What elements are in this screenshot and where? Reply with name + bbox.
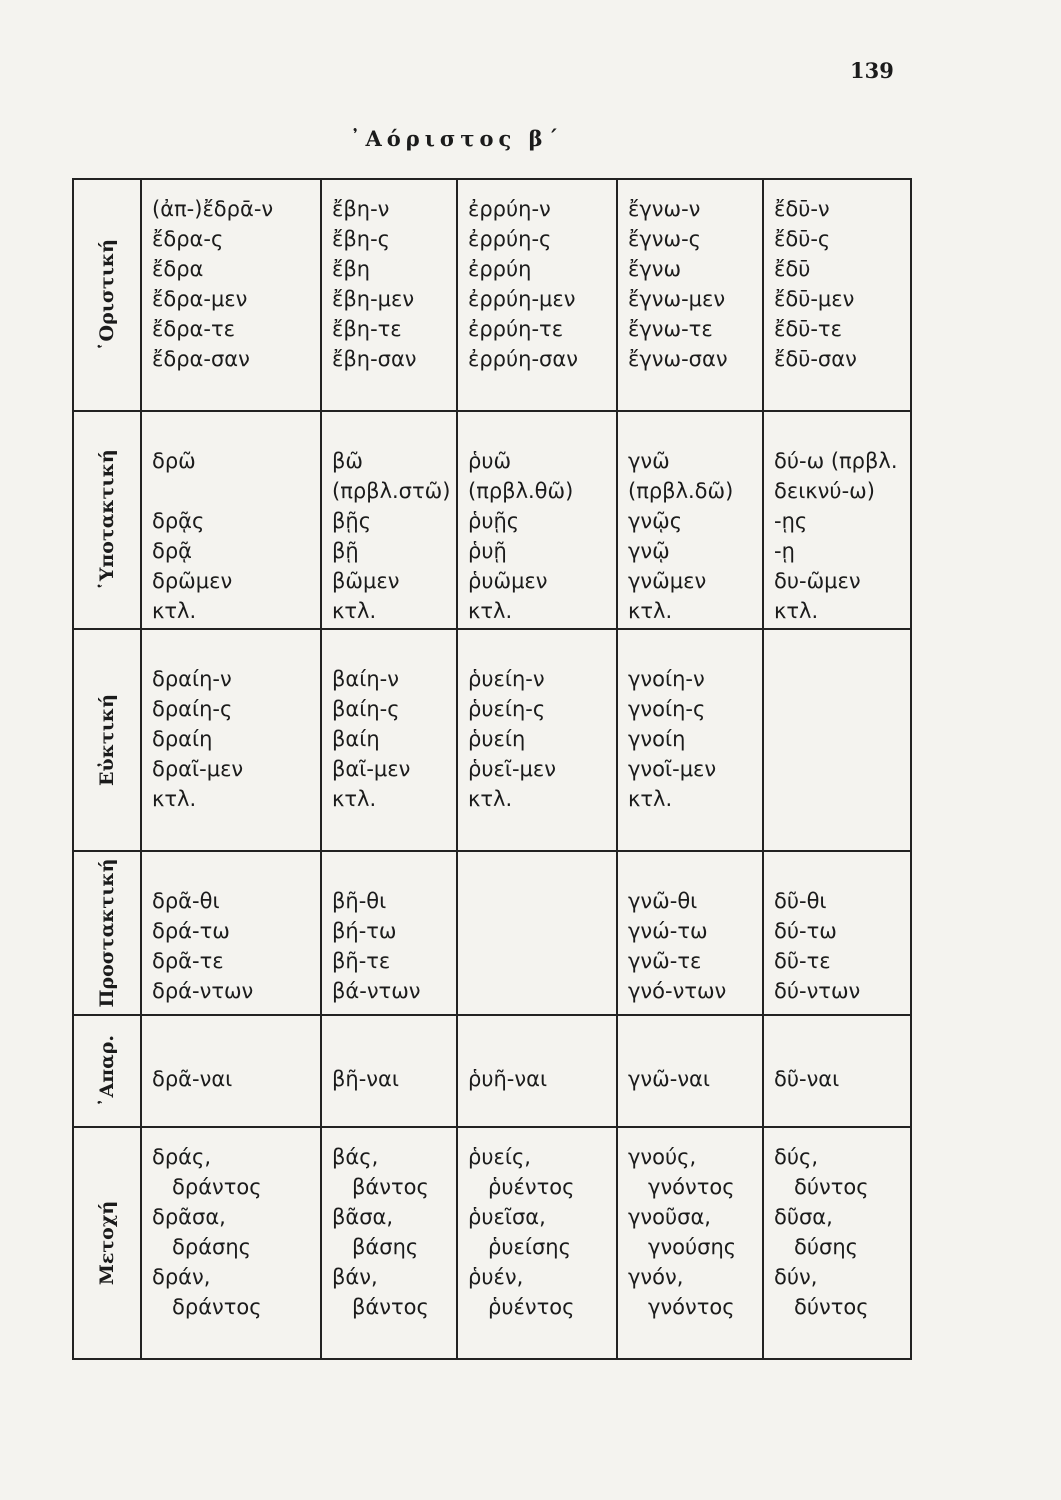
form-line: ῥυεῖσα, bbox=[468, 1205, 546, 1229]
form-line: ῥυέντος bbox=[468, 1175, 575, 1199]
form-line: ῥυείη bbox=[468, 727, 526, 751]
form-line: ἔγνω-τε bbox=[628, 317, 713, 341]
form-line: ἔδρα-σαν bbox=[152, 347, 250, 371]
form-line: κτλ. bbox=[152, 787, 197, 811]
form-line: ἔδρα-τε bbox=[152, 317, 235, 341]
form-line: γνούς, bbox=[628, 1145, 697, 1169]
mood-cell bbox=[73, 1127, 141, 1359]
form-line: (πρβλ.στῶ) bbox=[332, 479, 451, 503]
form-line: βαίη-ν bbox=[332, 667, 399, 691]
mood-label: ῾Υποτακτική bbox=[96, 449, 118, 591]
form-line: βῶμεν bbox=[332, 569, 400, 593]
form-line: ἔγνω bbox=[628, 257, 682, 281]
mood-label: Εὐκτική bbox=[96, 694, 118, 786]
form-line: δύντος bbox=[774, 1295, 869, 1319]
form-cell bbox=[457, 411, 617, 629]
form-line: δῦ-ναι bbox=[774, 1067, 840, 1091]
form-line: κτλ. bbox=[628, 787, 673, 811]
form-line: γνῷς bbox=[628, 509, 683, 533]
form-line: ἔγνω-ν bbox=[628, 197, 701, 221]
form-line: ἔγνω-μεν bbox=[628, 287, 726, 311]
form-line: ἔβη-τε bbox=[332, 317, 402, 341]
form-line: δράσης bbox=[152, 1235, 251, 1259]
form-line: ῥυεῖ-μεν bbox=[468, 757, 556, 781]
form-line: ἔδῡ-μεν bbox=[774, 287, 855, 311]
form-cell bbox=[457, 851, 617, 1015]
form-line: ῥυῆ-ναι bbox=[468, 1067, 548, 1091]
form-line: δρᾷς bbox=[152, 509, 205, 533]
form-line: γνόντος bbox=[628, 1295, 735, 1319]
form-line: ῥυῇς bbox=[468, 509, 520, 533]
form-line: δραῖ-μεν bbox=[152, 757, 244, 781]
form-line: ἐρρύη-σαν bbox=[468, 347, 578, 371]
mood-cell bbox=[73, 411, 141, 629]
form-line: δρᾶ-ναι bbox=[152, 1067, 233, 1091]
form-line: βῆ-τε bbox=[332, 949, 391, 973]
form-cell bbox=[321, 411, 457, 629]
form-line: βάν, bbox=[332, 1265, 378, 1289]
form-cell bbox=[321, 629, 457, 851]
form-line: ῥυείη-ς bbox=[468, 697, 546, 721]
form-line: -ῃς bbox=[774, 509, 808, 533]
form-line: δράν, bbox=[152, 1265, 211, 1289]
form-line: ἔβη-σαν bbox=[332, 347, 417, 371]
form-cell bbox=[457, 629, 617, 851]
form-line: γνοίη-ς bbox=[628, 697, 706, 721]
form-line: ἔβη-μεν bbox=[332, 287, 415, 311]
table-row bbox=[73, 1015, 911, 1127]
form-cell bbox=[763, 851, 911, 1015]
form-line: δρά-ντων bbox=[152, 979, 254, 1003]
form-line: γνό-ντων bbox=[628, 979, 727, 1003]
form-line: βῇς bbox=[332, 509, 372, 533]
form-cell bbox=[321, 179, 457, 411]
form-line: (ἀπ-)ἔδρᾱ-ν bbox=[152, 197, 274, 221]
form-line bbox=[152, 476, 320, 506]
form-line: δρῶ bbox=[152, 449, 196, 473]
form-line: δύν, bbox=[774, 1265, 818, 1289]
form-cell bbox=[141, 851, 321, 1015]
form-line: δύ-τω bbox=[774, 919, 837, 943]
form-line: κτλ. bbox=[332, 599, 377, 623]
form-line: δύ-ω (πρβλ. bbox=[774, 449, 898, 473]
mood-label: Μετοχή bbox=[96, 1200, 118, 1286]
form-line: γνοῖ-μεν bbox=[628, 757, 717, 781]
form-line: ἔδῡ-ν bbox=[774, 197, 830, 221]
form-line: δύς, bbox=[774, 1145, 818, 1169]
form-line: γνῶ-τε bbox=[628, 949, 702, 973]
table-row bbox=[73, 851, 911, 1015]
mood-label: Προστακτική bbox=[96, 858, 118, 1008]
form-line: (πρβλ.δῶ) bbox=[628, 479, 734, 503]
form-line: ῥυῶμεν bbox=[468, 569, 548, 593]
form-line: γνόν, bbox=[628, 1265, 684, 1289]
form-line: βῆ-θι bbox=[332, 889, 387, 913]
form-line: δύ-ντων bbox=[774, 979, 861, 1003]
form-cell bbox=[617, 1127, 763, 1359]
form-line: ἔβη bbox=[332, 257, 371, 281]
form-line: βάντος bbox=[332, 1175, 429, 1199]
form-line: γνῶ-ναι bbox=[628, 1067, 711, 1091]
form-line: βά-ντων bbox=[332, 979, 421, 1003]
form-line: γνῷ bbox=[628, 539, 670, 563]
form-cell bbox=[457, 1127, 617, 1359]
form-cell bbox=[763, 179, 911, 411]
form-line: γνοίη bbox=[628, 727, 686, 751]
form-line: κτλ. bbox=[628, 599, 673, 623]
form-line: δράντος bbox=[152, 1295, 262, 1319]
form-cell bbox=[321, 851, 457, 1015]
form-line: ἔδῡ-σαν bbox=[774, 347, 857, 371]
form-cell bbox=[321, 1127, 457, 1359]
form-line: δῦ-θι bbox=[774, 889, 827, 913]
form-line: βῆ-ναι bbox=[332, 1067, 399, 1091]
form-line: γνοῦσα, bbox=[628, 1205, 711, 1229]
form-line: δρῶμεν bbox=[152, 569, 233, 593]
form-cell bbox=[141, 629, 321, 851]
form-line: ἐρρύη bbox=[468, 257, 532, 281]
form-line: ἔδρα-μεν bbox=[152, 287, 248, 311]
form-line: ἔδῡ bbox=[774, 257, 811, 281]
form-line: δεικνύ-ω) bbox=[774, 479, 875, 503]
form-line: βάντος bbox=[332, 1295, 429, 1319]
form-line: δρᾷ bbox=[152, 539, 193, 563]
form-line: ἔβη-ν bbox=[332, 197, 390, 221]
form-line: γνούσης bbox=[628, 1235, 737, 1259]
form-line: ἐρρύη-ς bbox=[468, 227, 552, 251]
form-line: βαίη bbox=[332, 727, 380, 751]
form-line: ἐρρύη-μεν bbox=[468, 287, 576, 311]
form-line: κτλ. bbox=[332, 787, 377, 811]
form-line: βῇ bbox=[332, 539, 359, 563]
form-line: ἐρρύη-τε bbox=[468, 317, 564, 341]
form-line: ἔδρα bbox=[152, 257, 204, 281]
form-line: δραίη-ν bbox=[152, 667, 232, 691]
form-line: γνοίη-ν bbox=[628, 667, 705, 691]
form-line: ῥυείσης bbox=[468, 1235, 571, 1259]
form-line: δύσης bbox=[774, 1235, 858, 1259]
form-cell bbox=[321, 1015, 457, 1127]
form-cell bbox=[763, 1127, 911, 1359]
mood-cell bbox=[73, 851, 141, 1015]
form-line: δράντος bbox=[152, 1175, 262, 1199]
form-line: ἔδῡ-ς bbox=[774, 227, 831, 251]
form-line: βή-τω bbox=[332, 919, 397, 943]
form-line: ἔγνω-σαν bbox=[628, 347, 728, 371]
form-line: γνῶμεν bbox=[628, 569, 707, 593]
mood-label: ῾Οριστική bbox=[96, 239, 118, 351]
form-line: δύντος bbox=[774, 1175, 869, 1199]
form-line: δρᾶσα, bbox=[152, 1205, 226, 1229]
form-line: δῦσα, bbox=[774, 1205, 833, 1229]
form-line: ἔδρα-ς bbox=[152, 227, 224, 251]
form-cell bbox=[141, 1015, 321, 1127]
form-line: βαίη-ς bbox=[332, 697, 400, 721]
form-line: δρᾶ-τε bbox=[152, 949, 224, 973]
form-line: ῥυείς, bbox=[468, 1145, 531, 1169]
mood-cell bbox=[73, 629, 141, 851]
form-line: δρά-τω bbox=[152, 919, 230, 943]
form-line: δραίη bbox=[152, 727, 213, 751]
mood-cell bbox=[73, 179, 141, 411]
table-row bbox=[73, 179, 911, 411]
form-cell bbox=[763, 1015, 911, 1127]
form-line: (πρβλ.θῶ) bbox=[468, 479, 574, 503]
form-line: ἔδῡ-τε bbox=[774, 317, 842, 341]
form-line: βῶ bbox=[332, 449, 363, 473]
form-line: δῦ-τε bbox=[774, 949, 831, 973]
form-cell bbox=[617, 1015, 763, 1127]
form-cell bbox=[457, 1015, 617, 1127]
form-line: ῥυέντος bbox=[468, 1295, 575, 1319]
form-line: κτλ. bbox=[468, 787, 513, 811]
form-line: δρᾶ-θι bbox=[152, 889, 220, 913]
page-title: ᾿Αόριστος β΄ bbox=[350, 126, 564, 151]
form-line: γνῶ-θι bbox=[628, 889, 698, 913]
form-cell bbox=[617, 629, 763, 851]
form-cell bbox=[763, 411, 911, 629]
form-line: γνώ-τω bbox=[628, 919, 708, 943]
form-line: δράς, bbox=[152, 1145, 212, 1169]
form-line: κτλ. bbox=[774, 599, 819, 623]
form-line: βαῖ-μεν bbox=[332, 757, 411, 781]
mood-label: ᾿Απαρ. bbox=[96, 1034, 118, 1108]
form-line: γνόντος bbox=[628, 1175, 735, 1199]
table-row bbox=[73, 1127, 911, 1359]
conjugation-table bbox=[72, 178, 912, 1360]
table-row bbox=[73, 629, 911, 851]
form-line: βάς, bbox=[332, 1145, 379, 1169]
form-cell bbox=[617, 851, 763, 1015]
form-cell bbox=[141, 411, 321, 629]
form-cell bbox=[617, 411, 763, 629]
form-line: ῥυῇ bbox=[468, 539, 507, 563]
form-line: ἔβη-ς bbox=[332, 227, 390, 251]
form-line: γνῶ bbox=[628, 449, 670, 473]
form-line: δραίη-ς bbox=[152, 697, 233, 721]
form-cell bbox=[617, 179, 763, 411]
form-line: κτλ. bbox=[468, 599, 513, 623]
form-cell bbox=[141, 179, 321, 411]
form-line: βᾶσα, bbox=[332, 1205, 394, 1229]
form-line: ῥυέν, bbox=[468, 1265, 524, 1289]
form-line: ῥυῶ bbox=[468, 449, 512, 473]
form-cell bbox=[141, 1127, 321, 1359]
form-line: βάσης bbox=[332, 1235, 419, 1259]
table-row bbox=[73, 411, 911, 629]
form-line: ῥυείη-ν bbox=[468, 667, 545, 691]
mood-cell bbox=[73, 1015, 141, 1127]
form-line: δυ-ῶμεν bbox=[774, 569, 861, 593]
form-line: ἐρρύη-ν bbox=[468, 197, 551, 221]
form-cell bbox=[763, 629, 911, 851]
page-number: 139 bbox=[850, 58, 894, 83]
form-line: ἔγνω-ς bbox=[628, 227, 701, 251]
form-cell bbox=[457, 179, 617, 411]
form-line: -ῃ bbox=[774, 539, 795, 563]
form-line: κτλ. bbox=[152, 599, 197, 623]
